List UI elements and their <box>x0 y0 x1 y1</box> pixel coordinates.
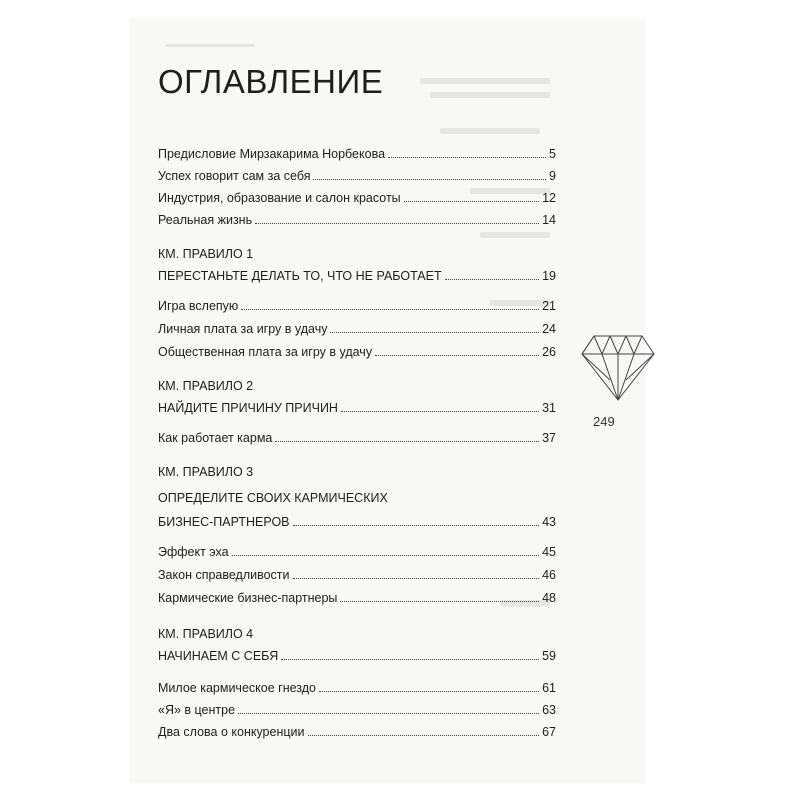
leader-dots <box>341 411 539 412</box>
leader-dots <box>293 525 540 526</box>
leader-dots <box>375 355 539 356</box>
toc-entry-title: ПЕРЕСТАНЬТЕ ДЕЛАТЬ ТО, ЧТО НЕ РАБОТАЕТ <box>158 269 442 283</box>
toc-entry-title: Предисловие Мирзакарима Норбекова <box>158 147 386 161</box>
leader-dots <box>313 179 546 180</box>
toc-entry-title: Милое кармическое гнездо <box>158 681 316 695</box>
toc-entry-page: 45 <box>542 545 556 559</box>
toc-entry[interactable] <box>158 542 556 560</box>
toc-entry-page: 19 <box>542 269 556 283</box>
toc-entry[interactable] <box>158 398 556 416</box>
leader-dots <box>293 578 540 579</box>
leader-dots <box>404 201 539 202</box>
leader-dots <box>388 157 546 158</box>
bleed-through-line <box>420 78 550 84</box>
diamond-icon <box>580 332 656 402</box>
bleed-through-line <box>430 92 550 98</box>
toc-entry-page: 9 <box>549 169 556 183</box>
toc-entry-page: 46 <box>542 568 556 582</box>
leader-dots <box>308 735 540 736</box>
toc-section-label <box>158 244 253 262</box>
toc-entry-title: Общественная плата за игру в удачу <box>158 345 373 359</box>
toc-entry-title: Успех говорит сам за себя <box>158 169 311 183</box>
toc-entry-page: 31 <box>542 401 556 415</box>
toc-section-title: КМ. ПРАВИЛО 4 <box>158 627 254 641</box>
leader-dots <box>241 309 539 310</box>
toc-entry-title: Кармические бизнес-партнеры <box>158 591 338 605</box>
leader-dots <box>445 279 539 280</box>
toc-section-title: КМ. ПРАВИЛО 1 <box>158 247 254 261</box>
toc-entry-page: 63 <box>542 703 556 717</box>
toc-entry-title: БИЗНЕС-ПАРТНЕРОВ <box>158 515 290 529</box>
toc-entry-title: Реальная жизнь <box>158 213 253 227</box>
toc-entry[interactable] <box>158 565 556 583</box>
bleed-through-line <box>480 232 550 238</box>
toc-entry-title: Закон справедливости <box>158 568 290 582</box>
toc-entry[interactable] <box>158 266 556 284</box>
toc-entry[interactable] <box>158 296 556 314</box>
leader-dots <box>319 691 539 692</box>
toc-entry[interactable] <box>158 722 556 740</box>
toc-entry-title: НАЙДИТЕ ПРИЧИНУ ПРИЧИН <box>158 401 338 415</box>
toc-entry-page: 67 <box>542 725 556 739</box>
toc-entry-title: Личная плата за игру в удачу <box>158 322 328 336</box>
leader-dots <box>238 713 539 714</box>
bleed-through-line <box>440 128 540 134</box>
toc-entry-title: НАЧИНАЕМ С СЕБЯ <box>158 649 279 663</box>
toc-section-label <box>158 376 253 394</box>
toc-entry[interactable] <box>158 166 556 184</box>
leader-dots <box>275 441 539 442</box>
page-title: ОГЛАВЛЕНИЕ <box>158 63 384 100</box>
leader-dots <box>340 601 539 602</box>
toc-entry-page: 12 <box>542 191 556 205</box>
leader-dots <box>232 555 539 556</box>
toc-entry[interactable] <box>158 144 556 162</box>
leader-dots <box>281 659 539 660</box>
toc-entry[interactable] <box>158 319 556 337</box>
toc-entry-page: 43 <box>542 515 556 529</box>
toc-entry[interactable] <box>158 588 556 606</box>
bleed-through-line <box>165 44 255 47</box>
toc-entry-page: 21 <box>542 299 556 313</box>
toc-entry[interactable] <box>158 342 556 360</box>
toc-entry[interactable] <box>158 512 556 530</box>
toc-entry-page: 59 <box>542 649 556 663</box>
toc-section-title: ОПРЕДЕЛИТЕ СВОИХ КАРМИЧЕСКИХ <box>158 491 388 505</box>
toc-entry-page: 5 <box>549 147 556 161</box>
toc-section-title: КМ. ПРАВИЛО 2 <box>158 379 254 393</box>
toc-entry-title: Индустрия, образование и салон красоты <box>158 191 401 205</box>
toc-entry-page: 26 <box>542 345 556 359</box>
leader-dots <box>330 332 539 333</box>
toc-entry-title: Эффект эха <box>158 545 229 559</box>
toc-entry-title: Как работает карма <box>158 431 273 445</box>
toc-section-label <box>158 624 253 642</box>
toc-entry[interactable] <box>158 646 556 664</box>
toc-entry[interactable] <box>158 210 556 228</box>
toc-entry-title: Игра вслепую <box>158 299 239 313</box>
toc-section-title: КМ. ПРАВИЛО 3 <box>158 465 254 479</box>
toc-entry-page: 37 <box>542 431 556 445</box>
toc-entry-title: Два слова о конкуренции <box>158 725 305 739</box>
leader-dots <box>255 223 539 224</box>
toc-entry-title: «Я» в центре <box>158 703 236 717</box>
page-number: 249 <box>593 414 615 429</box>
toc-entry-page: 48 <box>542 591 556 605</box>
toc-entry[interactable] <box>158 188 556 206</box>
toc-entry[interactable] <box>158 428 556 446</box>
toc-section-heading <box>158 488 388 506</box>
toc-section-label <box>158 462 253 480</box>
toc-entry-page: 14 <box>542 213 556 227</box>
toc-entry[interactable] <box>158 700 556 718</box>
toc-entry[interactable] <box>158 678 556 696</box>
toc-entry-page: 61 <box>542 681 556 695</box>
toc-entry-page: 24 <box>542 322 556 336</box>
